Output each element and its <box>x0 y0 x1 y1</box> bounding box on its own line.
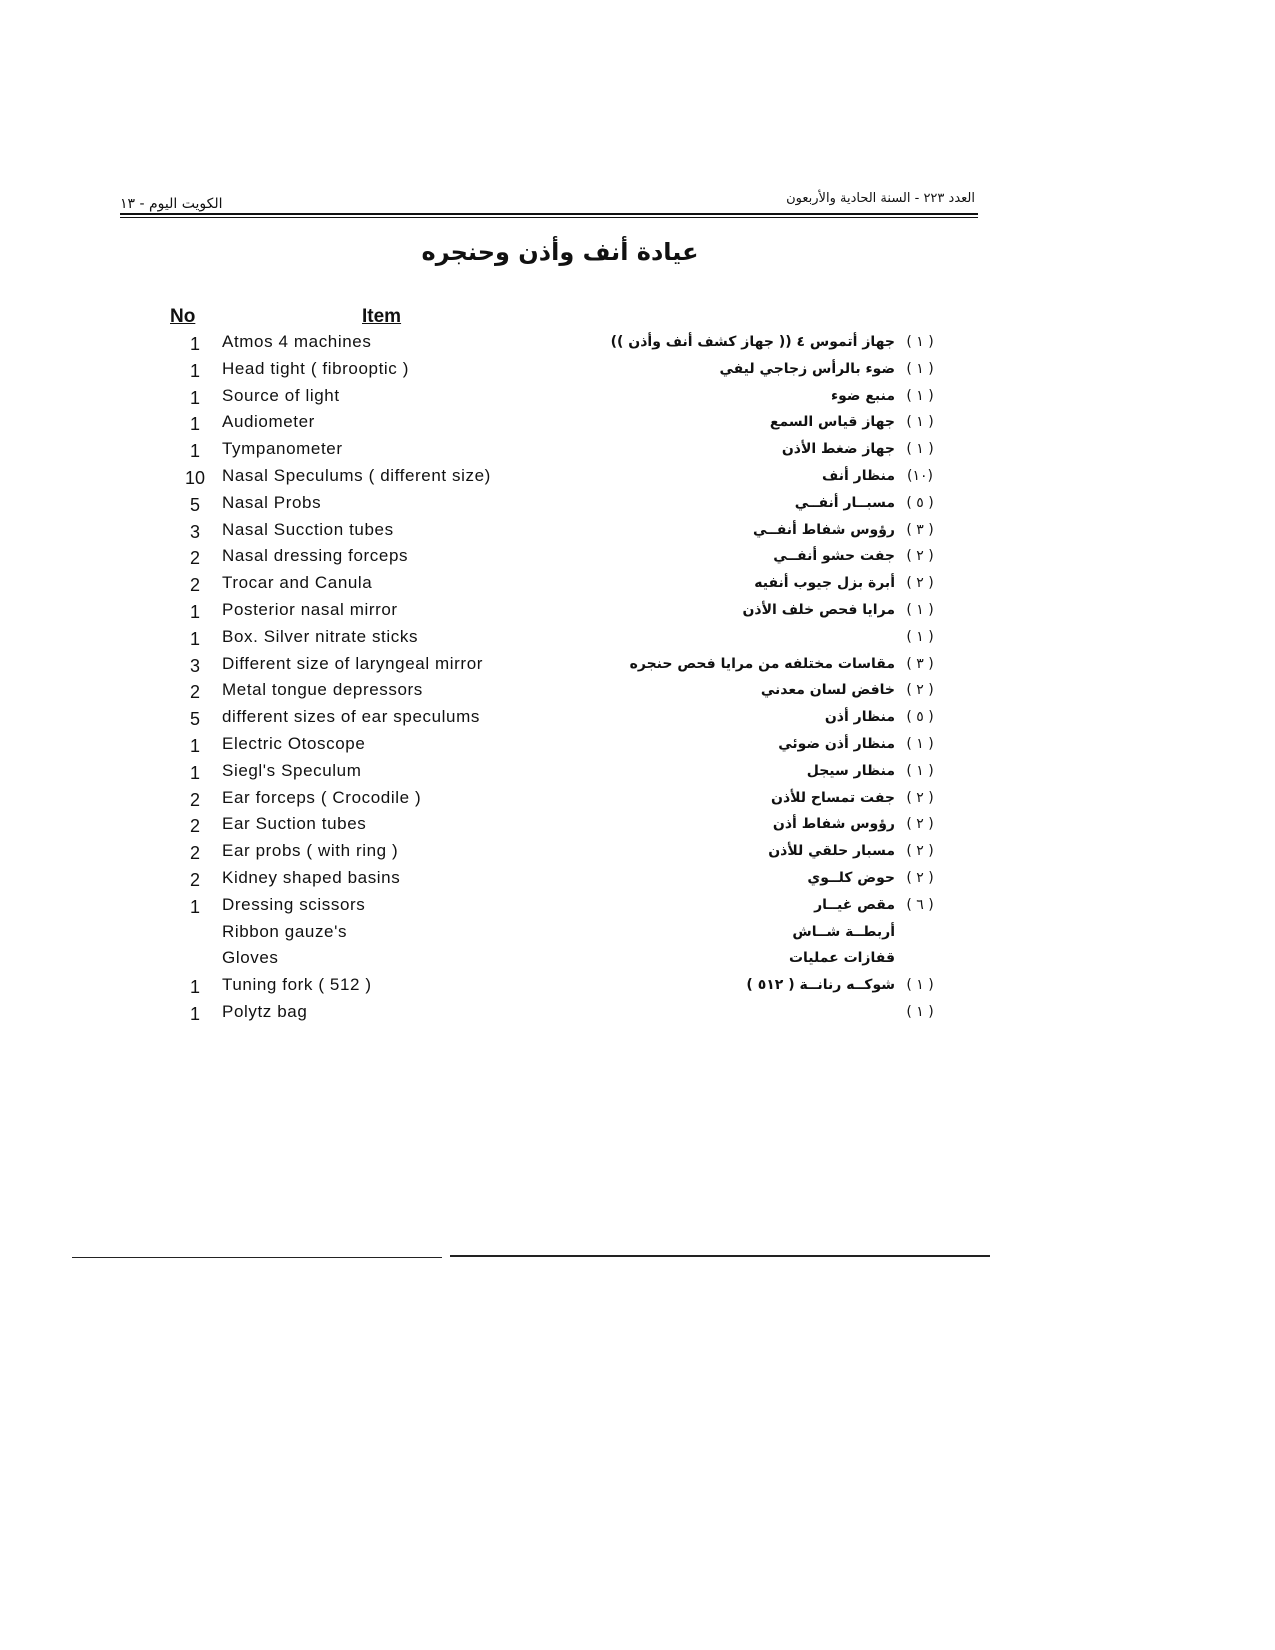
item-name-arabic: منظار سيجل <box>806 762 895 779</box>
item-name: Siegl's Speculum <box>222 760 362 780</box>
list-item <box>0 1002 1275 1030</box>
item-name-arabic: جهاز ضغط الأذن <box>781 441 895 458</box>
item-name: Nasal Probs <box>222 492 322 512</box>
item-name-arabic: ضوء بالرأس زجاجي ليفي <box>719 360 895 377</box>
item-name-arabic: جهاز قياس السمع <box>769 414 895 431</box>
item-name-arabic: جهاز أتموس ٤ (( جهاز كشف أنف وأذن )) <box>610 334 895 350</box>
page-title: عيادة أنف وأذن وحنجره <box>421 238 699 266</box>
item-quantity: 1 <box>189 334 200 354</box>
item-name: different sizes of ear speculums <box>222 707 480 727</box>
list-item <box>0 734 1275 762</box>
item-name: Polytz bag <box>222 1002 308 1021</box>
list-item <box>0 868 1275 896</box>
item-quantity: 1 <box>189 602 200 622</box>
item-name-arabic: خافض لسان معدني <box>760 682 895 699</box>
item-quantity: 1 <box>189 628 200 649</box>
item-name-arabic: أربطــة شــاش <box>792 923 895 940</box>
item-name: Posterior nasal mirror <box>222 600 398 619</box>
footer-rule-right <box>450 1255 990 1257</box>
item-name-arabic: مرايا فحص خلف الأذن <box>742 602 895 618</box>
list-item <box>0 359 1275 387</box>
item-name-arabic: منظار أذن ضوئي <box>778 736 895 752</box>
list-item <box>0 546 1275 574</box>
item-quantity-arabic: ( ١ ) <box>906 602 934 618</box>
item-name-arabic: مقاسات مختلفه من مرايا فحص حنجره <box>629 655 895 672</box>
item-quantity-arabic: (١٠) <box>907 468 933 484</box>
item-name-arabic: منبع ضوء <box>831 387 895 404</box>
item-quantity-arabic: ( ٢ ) <box>906 816 934 833</box>
item-quantity: 1 <box>189 1004 200 1024</box>
item-quantity-arabic: ( ٢ ) <box>906 789 934 806</box>
item-name-arabic: جفت تمساح للأذن <box>771 789 895 806</box>
item-name: Atmos 4 machines <box>222 332 372 351</box>
item-name-arabic: منظار أذن <box>824 709 895 726</box>
item-name: Head tight ( fibrooptic ) <box>222 358 409 378</box>
item-quantity-arabic: ( ٢ ) <box>906 575 934 592</box>
item-name: Ribbon gauze's <box>222 921 348 941</box>
item-name: Nasal dressing forceps <box>222 546 409 566</box>
item-name-arabic: رؤوس شفاط أنفــي <box>752 521 895 538</box>
item-quantity-arabic: ( ١ ) <box>906 360 934 377</box>
item-name-arabic: جفت حشو أنفــي <box>773 548 895 565</box>
item-quantity: 1 <box>189 414 200 435</box>
item-quantity: 10 <box>184 468 206 488</box>
list-item <box>0 412 1275 440</box>
list-item <box>0 814 1275 842</box>
item-name: Gloves <box>222 948 279 968</box>
item-quantity-arabic: ( ٢ ) <box>906 843 934 860</box>
item-quantity: 3 <box>189 521 200 542</box>
list-item <box>0 922 1275 950</box>
running-header-left: الكويت اليوم - ١٣ <box>120 196 223 212</box>
item-quantity: 2 <box>189 682 200 703</box>
item-name: Tympanometer <box>222 439 343 459</box>
item-name-arabic: شوكــه رنانــة ( ٥١٢ ) <box>746 977 895 994</box>
item-name: Ear Suction tubes <box>222 814 367 834</box>
header-rule <box>120 213 978 215</box>
item-quantity-arabic: ( ١ ) <box>906 441 934 458</box>
item-quantity-arabic: ( ٥ ) <box>906 709 934 726</box>
list-item <box>0 975 1275 1003</box>
item-name-arabic: مسبــار أنفــي <box>794 494 895 511</box>
list-item <box>0 520 1275 548</box>
header-rule-thin <box>120 217 978 218</box>
item-name: Electric Otoscope <box>222 734 366 753</box>
column-header-no: No <box>170 306 196 327</box>
item-quantity-arabic: ( ٢ ) <box>906 548 934 565</box>
item-quantity: 3 <box>189 655 200 676</box>
list-item <box>0 332 1275 360</box>
item-quantity: 1 <box>189 977 200 998</box>
list-item <box>0 761 1275 789</box>
item-name: Tuning fork ( 512 ) <box>222 975 372 995</box>
list-item <box>0 493 1275 521</box>
item-name: Source of light <box>222 385 340 405</box>
item-quantity: 2 <box>189 789 200 810</box>
item-quantity-arabic: ( ١ ) <box>906 334 934 350</box>
item-quantity: 1 <box>189 896 200 917</box>
item-quantity-arabic: ( ٣ ) <box>906 521 934 538</box>
list-item <box>0 680 1275 708</box>
item-quantity-arabic: ( ٥ ) <box>906 494 934 511</box>
item-name-arabic: رؤوس شفاط أذن <box>772 816 895 833</box>
item-quantity-arabic: ( ١ ) <box>906 977 934 994</box>
item-quantity-arabic: ( ٢ ) <box>906 682 934 699</box>
item-name-arabic: حوض كلــوي <box>807 870 895 886</box>
item-quantity: 5 <box>189 494 200 515</box>
item-name: Nasal Sucction tubes <box>222 519 394 539</box>
item-name: Trocar and Canula <box>222 573 373 593</box>
item-quantity: 1 <box>189 762 200 783</box>
list-item <box>0 439 1275 467</box>
item-quantity-arabic: ( ١ ) <box>906 628 934 645</box>
item-name: Ear probs ( with ring ) <box>222 841 399 861</box>
item-name: Dressing scissors <box>222 894 366 914</box>
item-quantity-arabic: ( ٣ ) <box>906 655 934 672</box>
item-quantity: 1 <box>189 387 200 408</box>
list-item <box>0 895 1275 923</box>
item-quantity-arabic: ( ٦ ) <box>906 896 934 913</box>
list-item <box>0 841 1275 869</box>
list-item <box>0 386 1275 414</box>
item-name: Different size of laryngeal mirror <box>222 653 484 673</box>
item-quantity-arabic: ( ١ ) <box>906 762 934 779</box>
item-name: Ear forceps ( Crocodile ) <box>222 787 422 807</box>
item-name: Kidney shaped basins <box>222 868 401 887</box>
item-quantity: 1 <box>189 360 200 381</box>
item-name: Nasal Speculums ( different size) <box>222 466 491 485</box>
footer-rule-left <box>72 1257 442 1258</box>
item-quantity: 2 <box>189 816 200 837</box>
item-quantity-arabic: ( ١ ) <box>906 387 934 404</box>
item-name-arabic: مقص غيــار <box>814 896 895 913</box>
item-quantity-arabic: ( ١ ) <box>906 1004 934 1020</box>
list-item <box>0 948 1275 976</box>
item-quantity: 2 <box>189 575 200 596</box>
list-item <box>0 654 1275 682</box>
item-quantity: 2 <box>189 843 200 864</box>
list-item <box>0 466 1275 494</box>
item-quantity-arabic: ( ١ ) <box>906 414 934 431</box>
item-name-arabic: قفازات عمليات <box>788 950 895 967</box>
list-item <box>0 627 1275 655</box>
item-quantity-arabic: ( ٢ ) <box>906 870 934 886</box>
item-name-arabic: أبرة بزل جيوب أنفيه <box>754 575 895 592</box>
list-item <box>0 788 1275 816</box>
item-quantity-arabic: ( ١ ) <box>906 736 934 752</box>
item-quantity: 2 <box>189 870 200 890</box>
item-name-arabic: مسبار حلقي للأذن <box>768 843 895 860</box>
list-item <box>0 573 1275 601</box>
item-quantity: 5 <box>189 709 200 730</box>
item-quantity: 1 <box>189 736 200 756</box>
column-header-item: Item <box>362 306 402 327</box>
item-name-arabic: منظار أنف <box>822 468 895 484</box>
item-name: Audiometer <box>222 412 315 432</box>
item-quantity: 1 <box>189 441 200 462</box>
list-item <box>0 600 1275 628</box>
item-name: Box. Silver nitrate sticks <box>222 626 419 646</box>
item-quantity: 2 <box>189 548 200 569</box>
running-header-right: العدد ٢٢٣ - السنة الحادية والأربعون <box>786 191 975 206</box>
item-name: Metal tongue depressors <box>222 680 423 700</box>
list-item <box>0 707 1275 735</box>
